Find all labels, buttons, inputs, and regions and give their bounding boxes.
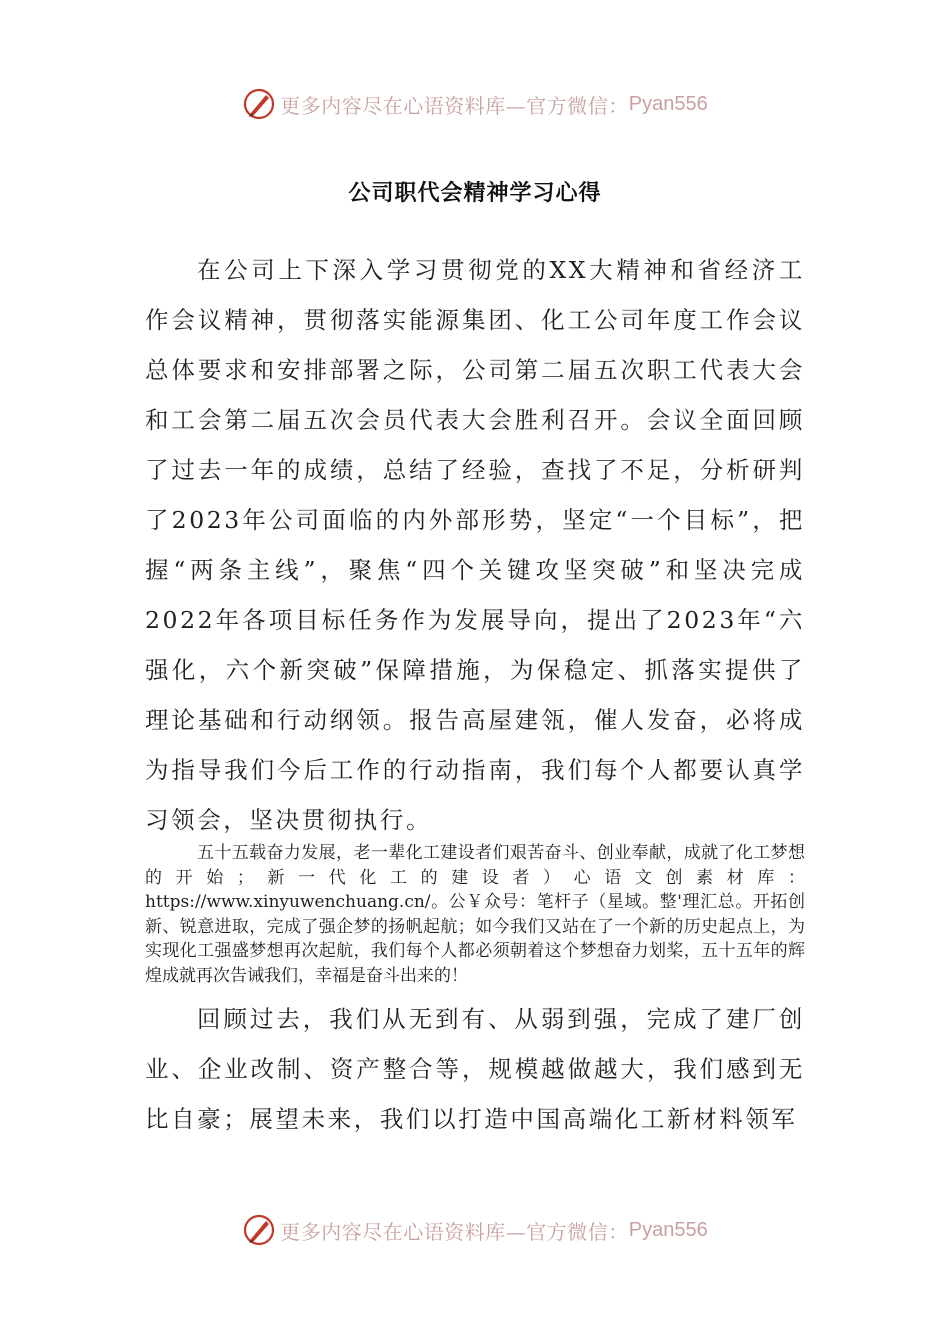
body-paragraph-3: 回顾过去，我们从无到有、从弱到强，完成了建厂创业、企业改制、资产整合等，规模越做越大，我们感到无比自豪；展望未来，我们以打造中国高端化工新材料领军: [145, 1005, 805, 1133]
footer-banner-text: 更多内容尽在心语资料库—官方微信：: [280, 1219, 629, 1244]
header-banner-text: 更多内容尽在心语资料库—官方微信：: [280, 93, 629, 118]
document-title: 公司职代会精神学习心得: [348, 181, 602, 206]
header-banner-handle: Pyan556: [628, 92, 708, 115]
body-paragraph-1: 在公司上下深入学习贯彻党的XX大精神和省经济工作会议精神，贯彻落实能源集团、化工公司年度工作会议总体要求和安排部署之际，公司第二届五次职工代表大会和工会第二届五次会员代表大会胜利召开。会议全面回顾了过去一年的成绩，总结了经验，查找了不足，分析研判了2023年公司面临的内外部形势，坚定“一个目标”，把握“两条主线”，聚焦“四个关键攻坚突破”和坚决完成2022年各项目标任务作为发展导向，提出了2023年“六强化，六个新突破”保障措施，为保稳定、抓落实提供了理论基础和行动纲领。报告高屋建瓴，催人发奋，必将成为指导我们今后工作的行动指南，我们每个人都要认真学习领会，坚决贯彻执行。: [145, 256, 805, 834]
footer-watermark-banner: [0, 1210, 950, 1250]
quill-pen-logo-icon: [242, 1213, 276, 1247]
header-watermark-banner: [0, 84, 950, 124]
body-paragraph-2: 五十五载奋力发展，老一辈化工建设者们艰苦奋斗、创业奉献，成就了化工梦想的开始；新一代化工的建设者）心语文创素材库：https://www.xinyuwenchuang.cn/。公￥众号：笔杆子（星域。整'理汇总。开拓创新、锐意进取，完成了强企梦的扬帆起航；如今我们又站在了一个新的历史起点上，为实现化工强盛梦想再次起航，我们每个人都必须朝着这个梦想奋力划桨，五十五年的辉煌成就再次告诫我们，幸福是奋斗出来的！: [145, 843, 805, 986]
quill-pen-logo-icon: [242, 87, 276, 121]
footer-banner-handle: Pyan556: [628, 1218, 708, 1241]
